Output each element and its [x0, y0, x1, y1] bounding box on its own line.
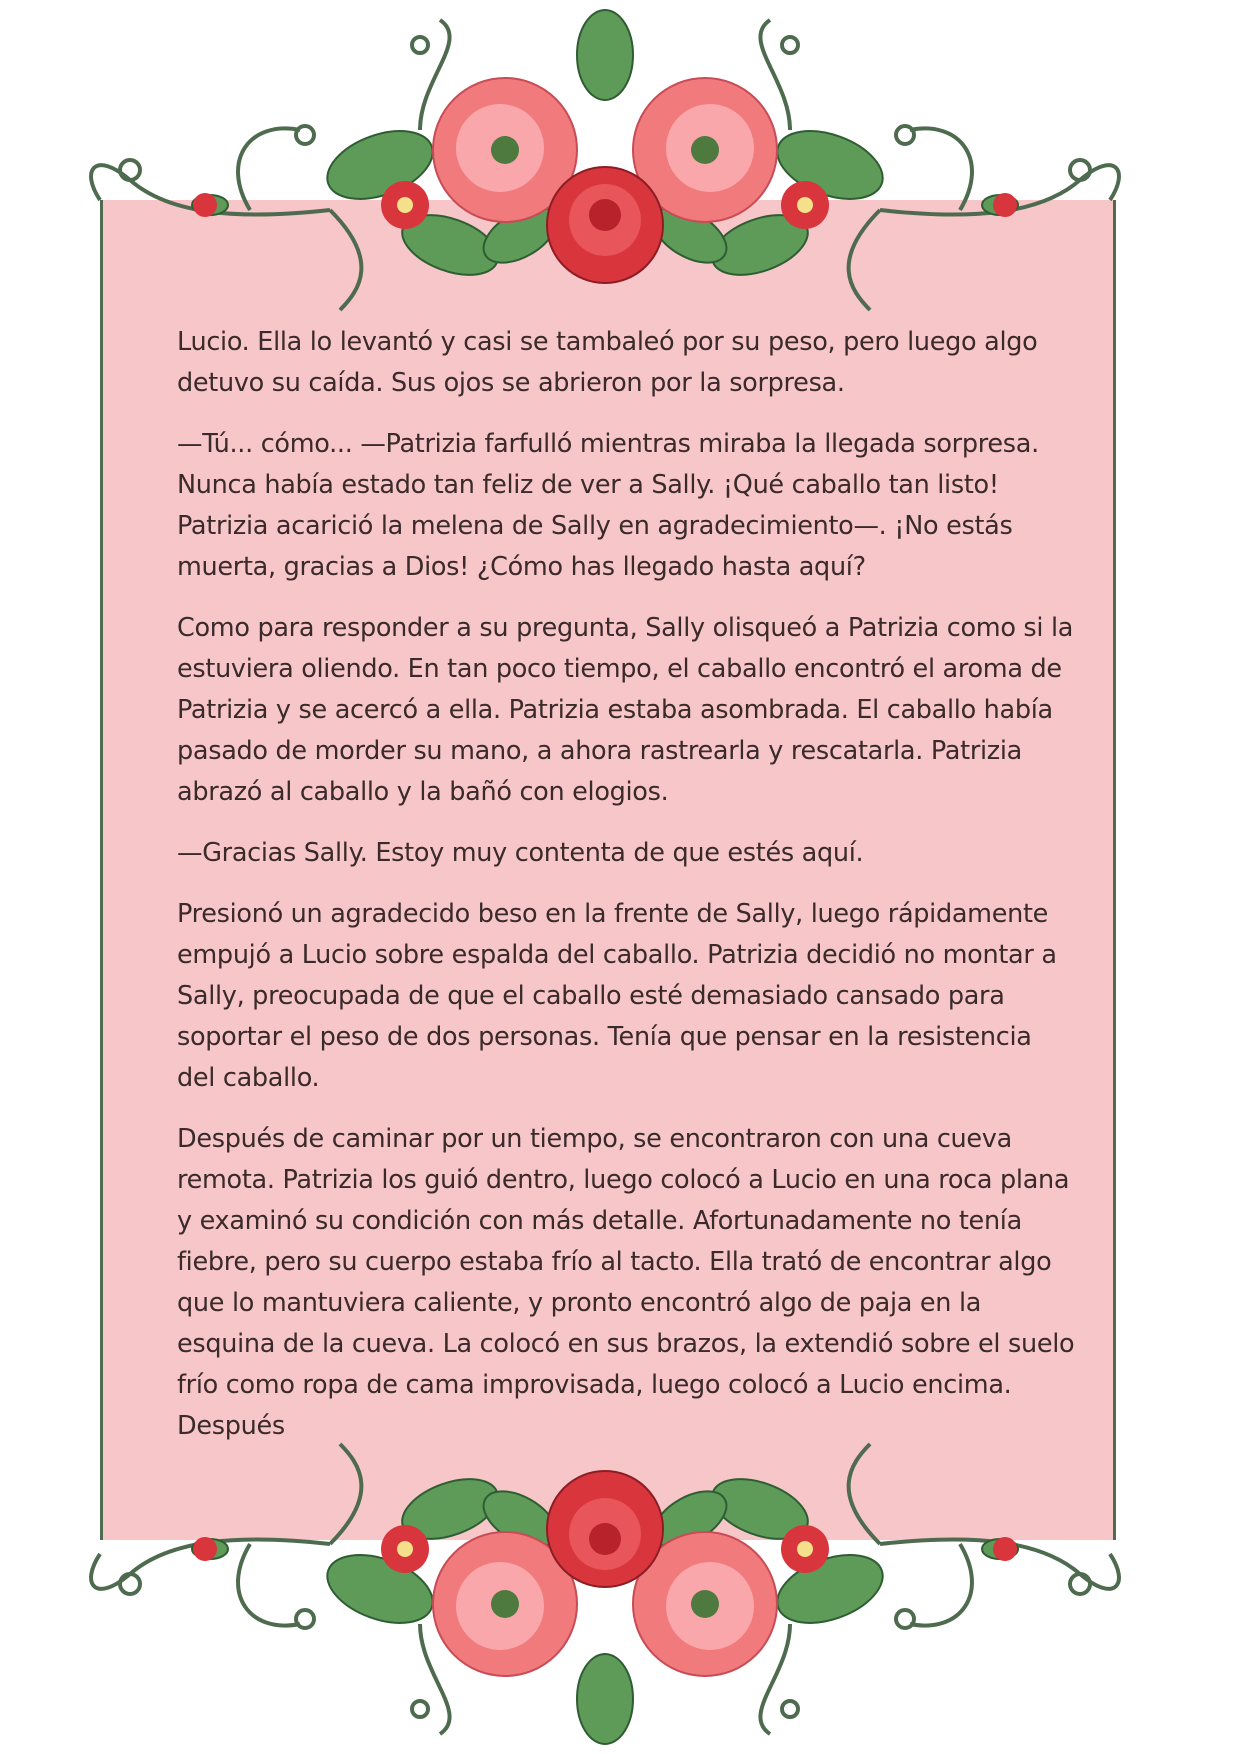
body-text: [177, 322, 1077, 1467]
paragraph: Después de caminar por un tiempo, se encontraron con una cueva remota. Patrizia los guió dentro, luego colocó a Lucio en una roca plana y examinó su condición con más detalle. Afortunadamente no tenía fiebre, pero su cuerpo estaba frío al tacto. Ella trató de encontrar algo que lo mantuviera caliente, y pronto encontró algo de paja en la esquina de la cueva. La colocó en sus brazos, la extendió sobre el suelo frío como ropa de cama improvisada, luego colocó a Lucio encima. Después: [177, 1124, 1075, 1441]
paragraph: Lucio. Ella lo levantó y casi se tambaleó por su peso, pero luego algo detuvo su caída. Sus ojos se abrieron por la sorpresa.: [177, 327, 1038, 398]
floral-ornament-top: [0, 0, 1240, 340]
paragraph: —Tú... cómo... —Patrizia farfulló mientras miraba la llegada sorpresa. Nunca había estado tan feliz de ver a Sally. ¡Qué caballo tan listo! Patrizia acarició la melena de Sally en agradecimiento—. ¡No estás muerta, gracias a Dios! ¿Cómo has llegado hasta aquí?: [177, 429, 1039, 582]
paragraph: Presionó un agradecido beso en la frente de Sally, luego rápidamente empujó a Lucio sobre espalda del caballo. Patrizia decidió no montar a Sally, preocupada de que el caballo esté demasiado cansado para soportar el peso de dos personas. Tenía que pensar en la resistencia del caballo.: [177, 899, 1057, 1093]
paragraph: —Gracias Sally. Estoy muy contenta de que estés aquí.: [177, 838, 864, 868]
paragraph: Como para responder a su pregunta, Sally olisqueó a Patrizia como si la estuviera oliendo. En tan poco tiempo, el caballo encontró el aroma de Patrizia y se acercó a ella. Patrizia estaba asombrada. El caballo había pasado de morder su mano, a ahora rastrearla y rescatarla. Patrizia abrazó al caballo y la bañó con elogios.: [177, 613, 1074, 807]
